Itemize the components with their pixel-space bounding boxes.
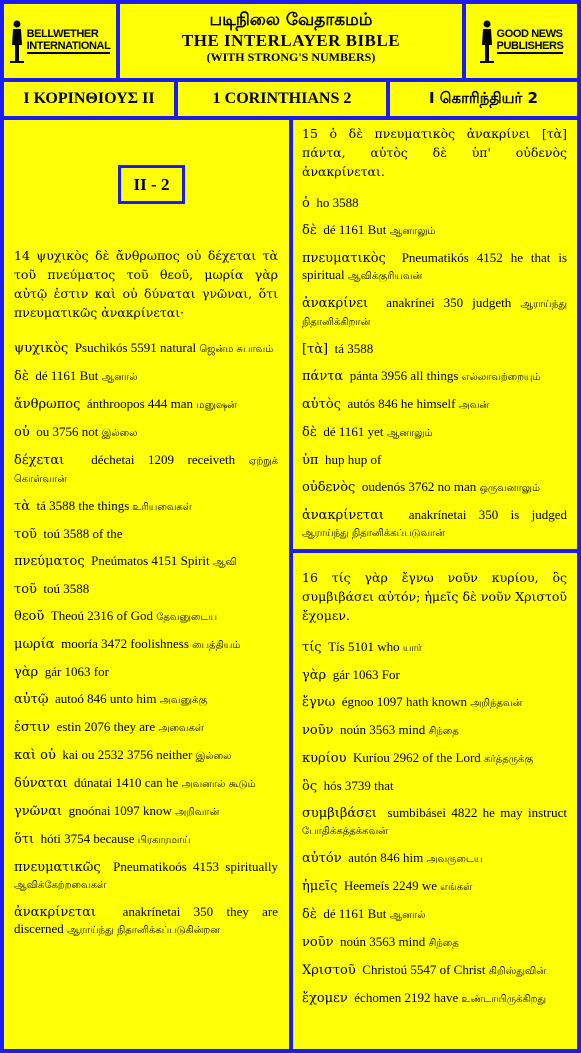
word-entry <box>302 934 567 952</box>
greek-word: κυρίου <box>302 751 347 766</box>
page-title: THE INTERLAYER BIBLE <box>181 31 401 50</box>
word-entry <box>14 526 278 543</box>
greek-word: τὰ <box>14 499 30 514</box>
transliteration-definition: anakrínetai 350 is judged <box>408 507 567 522</box>
transliteration-definition: hós 3739 that <box>323 778 394 793</box>
greek-word: ἀνακρίνεται <box>14 905 97 920</box>
greek-word: οὐδενὸς <box>302 480 356 495</box>
word-entry <box>302 805 567 840</box>
greek-word: πνευματικῶς <box>14 860 101 875</box>
word-entry <box>302 222 567 240</box>
greek-word: αὐτῷ <box>14 692 49 707</box>
word-entry <box>302 396 567 414</box>
figure-icon <box>480 19 494 63</box>
transliteration-definition: Christoú 5547 of Christ <box>362 962 486 977</box>
tamil-translation: அறிவான் <box>175 807 220 818</box>
word-entry <box>302 195 567 212</box>
transliteration-definition: oudenós 3762 no man <box>361 479 477 494</box>
word-entry <box>14 719 278 737</box>
tamil-translation: ஒருவனாலும் <box>479 483 541 494</box>
word-entry <box>302 341 567 358</box>
verse-16-text: 16 τίς γὰρ ἔγνω νοῦν κυρίου, ὃς συμβιβάσει αὐτόν; ἡμεῖς δὲ νοῦν Χριστοῦ ἔχομεν. <box>302 570 567 623</box>
verse-16 <box>302 568 567 1018</box>
greek-word: ὑπ <box>302 453 319 468</box>
tamil-translation: ஏற்றுக் கொள்வான் <box>14 456 279 485</box>
greek-word: πάντα <box>302 369 344 384</box>
greek-word: ἔχομεν <box>302 991 348 1006</box>
tamil-translation: ஜென்ம சுபாவம் <box>199 344 274 355</box>
word-entry <box>302 778 567 795</box>
greek-word: καὶ οὐ <box>14 748 56 763</box>
word-entry <box>14 904 278 939</box>
transliteration-definition: gár 1063 For <box>332 667 400 682</box>
tamil-translation: கிறிஸ்துவின் <box>488 966 546 977</box>
tamil-translation: ஆவி <box>212 557 237 568</box>
tamil-translation: யார் <box>402 643 422 654</box>
word-entry <box>302 507 567 542</box>
transliteration-definition: égnoo 1097 hath known <box>341 694 468 709</box>
greek-word: δέχεται <box>14 453 65 468</box>
greek-word: αὐτὸς <box>302 397 341 412</box>
verse-15-text: 15 ὁ δὲ πνευματικὸς ἀνακρίνει [τὰ] πάντα, αὐτὸς δὲ ὑπ' οὐδενὸς ἀνακρίνεται. <box>302 126 567 179</box>
greek-word: γὰρ <box>302 668 327 683</box>
book-tamil: I கொரிந்தியர் 2 <box>390 82 577 116</box>
transliteration-definition: toú 3588 of the <box>43 526 123 541</box>
tamil-translation: ஆனால் <box>101 372 138 383</box>
word-entry <box>302 694 567 712</box>
greek-word: συμβιβάσει <box>302 806 377 821</box>
word-entry <box>14 608 278 626</box>
transliteration-definition: hóti 3754 because <box>40 831 135 846</box>
word-entry <box>14 775 278 793</box>
tamil-translation: ஆனாலும் <box>386 428 433 439</box>
greek-word: οὐ <box>14 425 30 440</box>
transliteration-definition: autón 846 him <box>348 850 424 865</box>
tamil-translation: ஆராய்ந்து நிதானிக்கப்படுவான் <box>302 528 445 539</box>
greek-word: ἄνθρωπος <box>14 397 81 412</box>
word-entry <box>14 831 278 849</box>
chapter-reference: II - 2 <box>118 165 185 204</box>
greek-word: τοῦ <box>14 582 37 597</box>
tamil-translation: உண்டாயிருக்கிறது <box>461 994 547 1005</box>
tamil-translation: அவைகள் <box>158 723 204 734</box>
word-entry <box>14 396 278 414</box>
word-entry <box>14 636 278 654</box>
word-entry <box>14 452 278 488</box>
tamil-translation: ஆராய்ந்து நிதானிக்கப்படுகின்றன <box>67 925 220 936</box>
greek-word: μωρία <box>14 637 55 652</box>
book-greek: Ι ΚΟΡΙΝΘΙΟΥΣ ΙΙ <box>4 82 174 116</box>
tamil-translation: இல்லை <box>101 428 138 439</box>
word-entry <box>14 691 278 709</box>
transliteration-definition: autoó 846 unto him <box>54 691 157 706</box>
greek-word: ὁ <box>302 196 310 211</box>
word-entry <box>302 878 567 896</box>
word-entry <box>14 581 278 598</box>
greek-word: ἐστιν <box>14 720 51 735</box>
transliteration-definition: Heemeís 2249 we <box>343 878 437 893</box>
greek-word: [τὰ] <box>302 342 329 357</box>
transliteration-definition: dé 1161 yet <box>323 424 384 439</box>
transliteration-definition: hup hup of <box>324 452 382 467</box>
transliteration-definition: ou 3756 not <box>36 424 99 439</box>
greek-word: ψυχικὸς <box>14 341 69 356</box>
transliteration-definition: noún 3563 mind <box>340 722 426 737</box>
tamil-translation: கர்த்தருக்கு <box>484 754 534 765</box>
bellwether-logo-panel <box>4 4 116 78</box>
greek-word: δὲ <box>302 907 317 922</box>
transliteration-definition: tá 3588 the things <box>36 498 130 513</box>
greek-word: ἀνακρίνεται <box>302 508 385 523</box>
tamil-translation: எல்லாவற்றையும் <box>461 372 541 383</box>
transliteration-definition: anakrínei 350 judgeth <box>386 295 512 310</box>
greek-word: γνῶναι <box>14 804 63 819</box>
transliteration-definition: pánta 3956 all things <box>349 368 459 383</box>
greek-word: δὲ <box>302 425 317 440</box>
greek-word: πνεύματος <box>14 554 85 569</box>
goodnews-logo-panel <box>466 4 577 78</box>
word-entry <box>14 368 278 386</box>
word-entry <box>302 990 567 1008</box>
transliteration-definition: sumbibásei 4822 he may instruct <box>387 805 567 820</box>
word-entry <box>14 498 278 516</box>
tamil-translation: ஆனாலும் <box>389 226 436 237</box>
transliteration-definition: mooría 3472 foolishness <box>61 636 189 651</box>
tamil-translation: பைத்தியம் <box>192 640 241 651</box>
transliteration-definition: échomen 2192 have <box>354 990 459 1005</box>
greek-word: νοῦν <box>302 723 334 738</box>
transliteration-definition: ánthroopos 444 man <box>86 396 194 411</box>
transliteration-definition: toú 3588 <box>43 581 90 596</box>
tamil-translation: அவனால் கூடும் <box>181 779 256 790</box>
tamil-translation: சிந்தை <box>428 726 459 737</box>
greek-word: δύναται <box>14 776 68 791</box>
transliteration-definition: Pneúmatos 4151 Spirit <box>91 553 210 568</box>
figure-icon <box>10 19 24 63</box>
greek-word: γὰρ <box>14 665 39 680</box>
transliteration-definition: autós 846 he himself <box>347 396 456 411</box>
transliteration-definition: anakrínetai 350 they are discerned <box>14 904 279 936</box>
word-entry <box>14 859 278 894</box>
verse-15 <box>302 124 567 552</box>
transliteration-definition: Pneumatikós 4152 he that is spiritual <box>302 250 568 282</box>
logo-line-1: BELLWETHER <box>26 28 99 40</box>
tamil-translation: இல்லை <box>195 751 232 762</box>
greek-word: αὐτόν <box>302 851 342 866</box>
verse-15-entries <box>302 195 567 542</box>
transliteration-definition: Kuríou 2962 of the Lord <box>353 750 481 765</box>
verse-16-entries <box>302 639 567 1008</box>
transliteration-definition: déchetai 1209 receiveth <box>91 452 236 467</box>
transliteration-definition: ho 3588 <box>316 195 359 210</box>
word-entry <box>302 479 567 497</box>
tamil-translation: அவருடைய <box>426 854 483 865</box>
greek-word: πνευματικὸς <box>302 251 386 266</box>
page-subtitle: (WITH STRONG'S NUMBERS) <box>206 50 376 64</box>
transliteration-definition: dé 1161 But <box>323 222 387 237</box>
greek-word: τοῦ <box>14 527 37 542</box>
tamil-translation: சிந்தை <box>428 938 459 949</box>
tamil-translation: உரியவைகள் <box>132 502 192 513</box>
word-entry <box>302 639 567 657</box>
logo-line-2: INTERNATIONAL <box>26 40 111 52</box>
transliteration-definition: Pneumatikoós 4153 spiritually <box>113 859 278 874</box>
word-entry <box>14 664 278 681</box>
tamil-translation: ஆனால் <box>389 910 426 921</box>
transliteration-definition: dé 1161 But <box>35 368 99 383</box>
transliteration-definition: dé 1161 But <box>323 906 387 921</box>
transliteration-definition: gnoónai 1097 know <box>68 803 172 818</box>
word-entry <box>14 803 278 821</box>
transliteration-definition: noún 3563 mind <box>340 934 426 949</box>
logo-line-1: GOOD NEWS <box>496 28 563 40</box>
word-entry <box>302 722 567 740</box>
word-entry <box>14 553 278 571</box>
greek-word: θεοῦ <box>14 609 45 624</box>
word-entry <box>302 424 567 442</box>
word-entry <box>302 295 567 331</box>
word-entry <box>302 452 567 469</box>
tamil-translation: பிரகாரமாய் <box>137 835 191 846</box>
word-entry <box>302 750 567 768</box>
greek-word: νοῦν <box>302 935 334 950</box>
tamil-translation: ஆவிக்கேற்றவைகள் <box>14 880 106 891</box>
greek-word: ἔγνω <box>302 695 336 710</box>
transliteration-definition: tá 3588 <box>334 341 374 356</box>
greek-word: ἀνακρίνει <box>302 296 369 311</box>
verse-14-text: 14 ψυχικὸς δὲ ἄνθρωπος οὐ δέχεται τὰ τοῦ πνεύματος τοῦ θεοῦ, μωρία γὰρ αὐτῷ ἐστιν καὶ οὐ δύναται γνῶναι, ὅτι πνευματικῶς ἀνακρίνεται· <box>14 248 278 320</box>
logo-line-2: PUBLISHERS <box>496 40 564 52</box>
book-english: 1 CORINTHIANS 2 <box>178 82 386 116</box>
tamil-translation: எங்கள் <box>440 882 473 893</box>
greek-word: δὲ <box>14 369 29 384</box>
word-entry <box>14 747 278 765</box>
word-entry <box>14 340 278 358</box>
tamil-translation: அறிந்தவன் <box>470 698 523 709</box>
word-entry <box>302 250 567 285</box>
word-entry <box>14 424 278 442</box>
greek-word: ὃς <box>302 779 318 794</box>
tamil-translation: போதிக்கத்தக்கவன் <box>302 826 388 837</box>
title-panel <box>120 4 462 78</box>
goodnews-logo <box>480 19 564 63</box>
transliteration-definition: Psuchikós 5591 natural <box>74 340 197 355</box>
tamil-title: படிநிலை வேதாகமம் <box>209 10 373 30</box>
greek-word: δὲ <box>302 223 317 238</box>
tamil-translation: ஆவிக்குரியவன் <box>347 271 423 282</box>
word-entry <box>302 906 567 924</box>
transliteration-definition: Tís 5101 who <box>328 639 400 654</box>
transliteration-definition: Theoú 2316 of God <box>50 608 153 623</box>
tamil-translation: தேவனுடைய <box>156 612 218 623</box>
word-entry <box>302 368 567 386</box>
greek-word: Χριστοῦ <box>302 963 356 978</box>
verse-14-entries <box>14 340 278 939</box>
greek-word: τίς <box>302 640 322 655</box>
transliteration-definition: estin 2076 they are <box>56 719 156 734</box>
transliteration-definition: gár 1063 for <box>44 664 109 679</box>
tamil-translation: மனுஷன் <box>196 400 237 411</box>
tamil-translation: அவனுக்கு <box>159 695 208 706</box>
bellwether-logo <box>10 19 111 63</box>
transliteration-definition: kai ou 2532 3756 neither <box>62 747 193 762</box>
word-entry <box>302 667 567 684</box>
greek-word: ὅτι <box>14 832 35 847</box>
transliteration-definition: dúnatai 1410 can he <box>73 775 179 790</box>
word-entry <box>302 850 567 868</box>
word-entry <box>302 962 567 980</box>
verse-14 <box>14 246 278 949</box>
tamil-translation: அவன் <box>458 400 490 411</box>
greek-word: ἡμεῖς <box>302 879 338 894</box>
tamil-translation: ஆராய்ந்து நிதானிக்கிறான் <box>302 299 568 328</box>
